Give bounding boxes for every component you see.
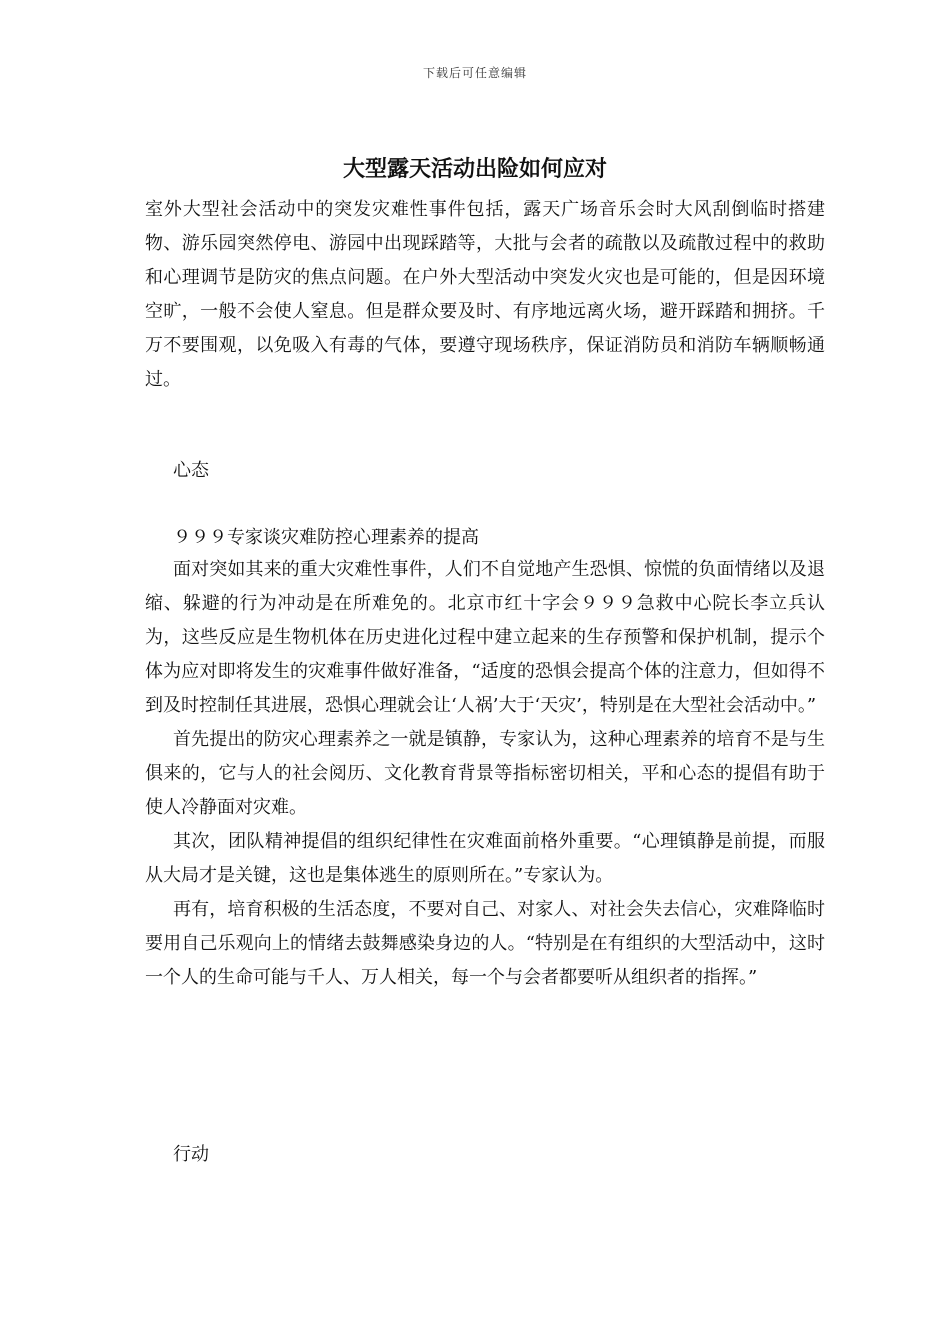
section-heading-mindset: 心态 [173,460,209,481]
page-header-note: 下载后可任意编辑 [422,66,527,80]
body-paragraph: 再有，培育积极的生活态度，不要对自己、对家人、对社会失去信心，灾难降临时要用自己乐观向上的情绪去鼓舞感染身边的人。“特别是在有组织的大型活动中，这时一个人的生命可能与千人、万人相关，每一个与会者都要听从组织者的指挥。” [145,899,825,988]
intro-block [145,193,825,397]
body-paragraph: 面对突如其来的重大灾难性事件，人们不自觉地产生恐惧、惊慌的负面情绪以及退缩、躲避的行为冲动是在所难免的。北京市红十字会９９９急救中心院长李立兵认为，这些反应是生物机体在历史进化过程中建立起来的生存预警和保护机制，提示个体为应对即将发生的灾难事件做好准备，“适度的恐惧会提高个体的注意力，但如得不到及时控制任其进展，恐惧心理就会让‘人祸’大于‘天灾’，特别是在大型社会活动中。” [145,559,825,716]
body-paragraph: 首先提出的防灾心理素养之一就是镇静，专家认为，这种心理素养的培育不是与生俱来的，它与人的社会阅历、文化教育背景等指标密切相关，平和心态的提倡有助于使人冷静面对灾难。 [145,729,825,818]
document-title: 大型露天活动出险如何应对 [342,156,607,182]
section1-body [145,553,825,995]
section-heading-action: 行动 [173,1144,209,1165]
intro-paragraph: 室外大型社会活动中的突发灾难性事件包括，露天广场音乐会时大风刮倒临时搭建物、游乐园突然停电、游园中出现踩踏等，大批与会者的疏散以及疏散过程中的救助和心理调节是防灾的焦点问题。在户外大型活动中突发火灾也是可能的，但是因环境空旷，一般不会使人窒息。但是群众要及时、有序地远离火场，避开踩踏和拥挤。千万不要围观，以免吸入有毒的气体，要遵守现场秩序，保证消防员和消防车辆顺畅通过。 [145,199,825,390]
section-subheading: ９９９专家谈灾难防控心理素养的提高 [173,527,479,548]
body-paragraph: 其次，团队精神提倡的组织纪律性在灾难面前格外重要。“心理镇静是前提，而服从大局才是关键，这也是集体逃生的原则所在。”专家认为。 [145,831,825,886]
